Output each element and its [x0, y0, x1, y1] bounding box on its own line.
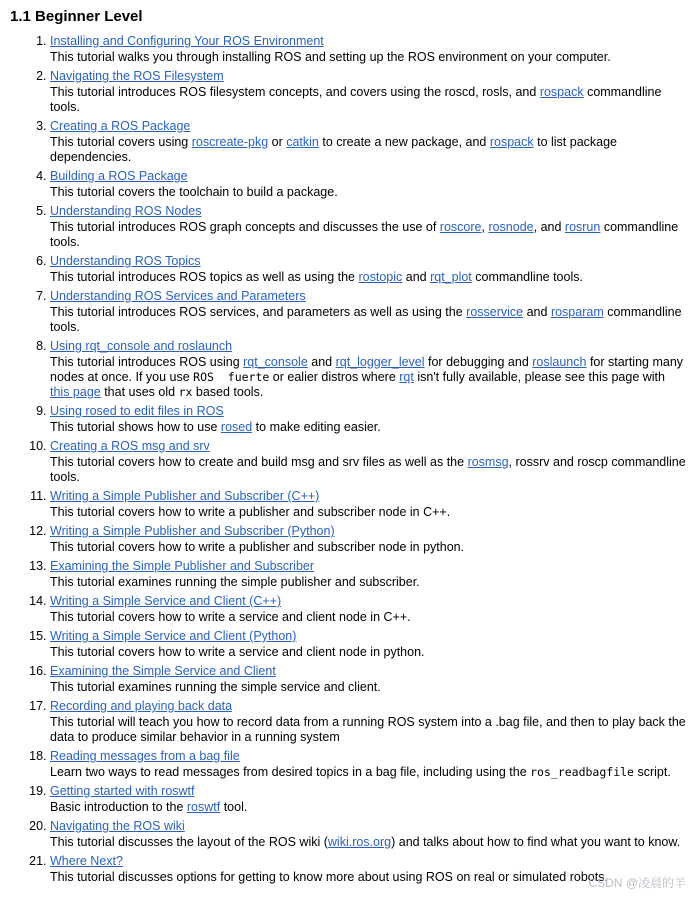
- inline-link[interactable]: rosed: [220, 420, 253, 434]
- watermark: CSDN @凌晨的羊: [588, 876, 686, 890]
- inline-link[interactable]: rostopic: [358, 270, 403, 284]
- tutorial-item: [50, 404, 686, 435]
- code-text: ROS fuerte: [193, 370, 270, 384]
- inline-link[interactable]: roscreate-pkg: [191, 135, 269, 149]
- tutorial-item: [50, 664, 686, 695]
- tutorial-description: This tutorial introduces ROS filesystem concepts, and covers using the roscd, rosls, and rospack commandline tools.: [50, 85, 662, 114]
- tutorial-link[interactable]: Navigating the ROS Filesystem: [50, 69, 224, 83]
- tutorial-item: [50, 819, 686, 850]
- tutorial-description: This tutorial discusses options for getting to know more about using ROS on real or simulated robots.: [50, 870, 608, 884]
- tutorial-link[interactable]: Writing a Simple Service and Client (C++): [50, 594, 282, 608]
- tutorial-item: [50, 34, 686, 65]
- tutorial-item: [50, 594, 686, 625]
- inline-link[interactable]: wiki.ros.org: [327, 835, 392, 849]
- tutorial-item: [50, 339, 686, 400]
- tutorial-description: This tutorial introduces ROS using rqt_console and rqt_logger_level for debugging and roslaunch for starting many nodes at once. If you use ROS fuerte or ealier distros where rqt isn't fully available, please see this page with this page that uses old rx based tools.: [50, 355, 684, 399]
- inline-link[interactable]: this page: [50, 385, 101, 399]
- inline-link[interactable]: rospack: [489, 135, 534, 149]
- tutorial-link[interactable]: Writing a Simple Publisher and Subscriber (Python): [50, 524, 335, 538]
- tutorial-item: [50, 749, 686, 780]
- tutorial-item: [50, 489, 686, 520]
- tutorial-description: This tutorial covers how to write a service and client node in python.: [50, 645, 425, 659]
- code-text: ros_readbagfile: [530, 765, 634, 779]
- tutorial-link[interactable]: Building a ROS Package: [50, 169, 188, 183]
- inline-link[interactable]: rqt_console: [243, 355, 308, 369]
- tutorial-description: Basic introduction to the roswtf tool.: [50, 800, 248, 814]
- inline-link[interactable]: roscore: [439, 220, 482, 234]
- tutorial-item: [50, 524, 686, 555]
- tutorial-link[interactable]: Getting started with roswtf: [50, 784, 195, 798]
- tutorial-link[interactable]: Creating a ROS msg and srv: [50, 439, 210, 453]
- tutorial-item: [50, 69, 686, 115]
- tutorial-item: [50, 784, 686, 815]
- tutorial-description: This tutorial covers the toolchain to build a package.: [50, 185, 338, 199]
- tutorial-link[interactable]: Writing a Simple Publisher and Subscriber (C++): [50, 489, 320, 503]
- tutorial-description: This tutorial examines running the simple service and client.: [50, 680, 381, 694]
- inline-link[interactable]: roslaunch: [532, 355, 587, 369]
- tutorial-link[interactable]: Using rosed to edit files in ROS: [50, 404, 224, 418]
- tutorial-item: [50, 289, 686, 335]
- inline-link[interactable]: rosnode: [488, 220, 534, 234]
- tutorial-link[interactable]: Reading messages from a bag file: [50, 749, 240, 763]
- tutorial-description: This tutorial covers how to write a publisher and subscriber node in C++.: [50, 505, 451, 519]
- code-text: rx: [178, 385, 193, 399]
- tutorial-list: [10, 34, 686, 885]
- tutorial-description: This tutorial covers how to write a publisher and subscriber node in python.: [50, 540, 465, 554]
- tutorial-item: [50, 559, 686, 590]
- inline-link[interactable]: rqt_logger_level: [335, 355, 425, 369]
- tutorial-description: This tutorial introduces ROS services, and parameters as well as using the rosservice and rosparam commandline tools.: [50, 305, 682, 334]
- tutorial-item: [50, 119, 686, 165]
- inline-link[interactable]: rosrun: [564, 220, 601, 234]
- tutorial-description: This tutorial introduces ROS graph concepts and discusses the use of roscore, rosnode, and rosrun commandline tools.: [50, 220, 679, 249]
- tutorial-item: [50, 699, 686, 745]
- tutorial-item: [50, 204, 686, 250]
- tutorial-link[interactable]: Writing a Simple Service and Client (Python): [50, 629, 297, 643]
- inline-link[interactable]: rosmsg: [467, 455, 509, 469]
- page-title: 1.1 Beginner Level: [10, 8, 143, 25]
- inline-link[interactable]: rqt_plot: [430, 270, 472, 284]
- tutorial-link[interactable]: Understanding ROS Topics: [50, 254, 201, 268]
- tutorial-description: This tutorial discusses the layout of the ROS wiki (wiki.ros.org) and talks about how to find what you want to know.: [50, 835, 681, 849]
- inline-link[interactable]: rqt: [399, 370, 414, 384]
- tutorial-link[interactable]: Installing and Configuring Your ROS Environment: [50, 34, 324, 48]
- tutorial-link[interactable]: Examining the Simple Publisher and Subscriber: [50, 559, 315, 573]
- tutorial-description: This tutorial covers how to write a service and client node in C++.: [50, 610, 411, 624]
- tutorial-description: This tutorial examines running the simple publisher and subscriber.: [50, 575, 420, 589]
- inline-link[interactable]: catkin: [286, 135, 319, 149]
- tutorial-item: [50, 254, 686, 285]
- tutorial-link[interactable]: Examining the Simple Service and Client: [50, 664, 276, 678]
- tutorial-item: [50, 439, 686, 485]
- inline-link[interactable]: rospack: [539, 85, 584, 99]
- inline-link[interactable]: rosparam: [550, 305, 604, 319]
- tutorial-description: This tutorial covers how to create and build msg and srv files as well as the rosmsg, rossrv and roscp commandline tools.: [50, 455, 686, 484]
- tutorial-link[interactable]: Recording and playing back data: [50, 699, 233, 713]
- inline-link[interactable]: rosservice: [466, 305, 524, 319]
- tutorial-description: This tutorial introduces ROS topics as well as using the rostopic and rqt_plot commandline tools.: [50, 270, 583, 284]
- tutorial-description: This tutorial will teach you how to record data from a running ROS system into a .bag file, and then to play back the data to produce similar behavior in a running system: [50, 715, 686, 744]
- tutorial-item: [50, 629, 686, 660]
- tutorial-description: This tutorial shows how to use rosed to make editing easier.: [50, 420, 381, 434]
- tutorial-link[interactable]: Navigating the ROS wiki: [50, 819, 185, 833]
- tutorial-link[interactable]: Understanding ROS Services and Parameters: [50, 289, 306, 303]
- tutorial-item: [50, 169, 686, 200]
- tutorial-link[interactable]: Creating a ROS Package: [50, 119, 191, 133]
- tutorial-description: This tutorial covers using roscreate-pkg or catkin to create a new package, and rospack to list package dependencies.: [50, 135, 618, 164]
- tutorial-description: This tutorial walks you through installing ROS and setting up the ROS environment on your computer.: [50, 50, 611, 64]
- tutorial-description: Learn two ways to read messages from desired topics in a bag file, including using the ros_readbagfile script.: [50, 765, 671, 779]
- tutorial-link[interactable]: Where Next?: [50, 854, 123, 868]
- tutorial-link[interactable]: Using rqt_console and roslaunch: [50, 339, 233, 353]
- inline-link[interactable]: roswtf: [186, 800, 221, 814]
- tutorial-link[interactable]: Understanding ROS Nodes: [50, 204, 202, 218]
